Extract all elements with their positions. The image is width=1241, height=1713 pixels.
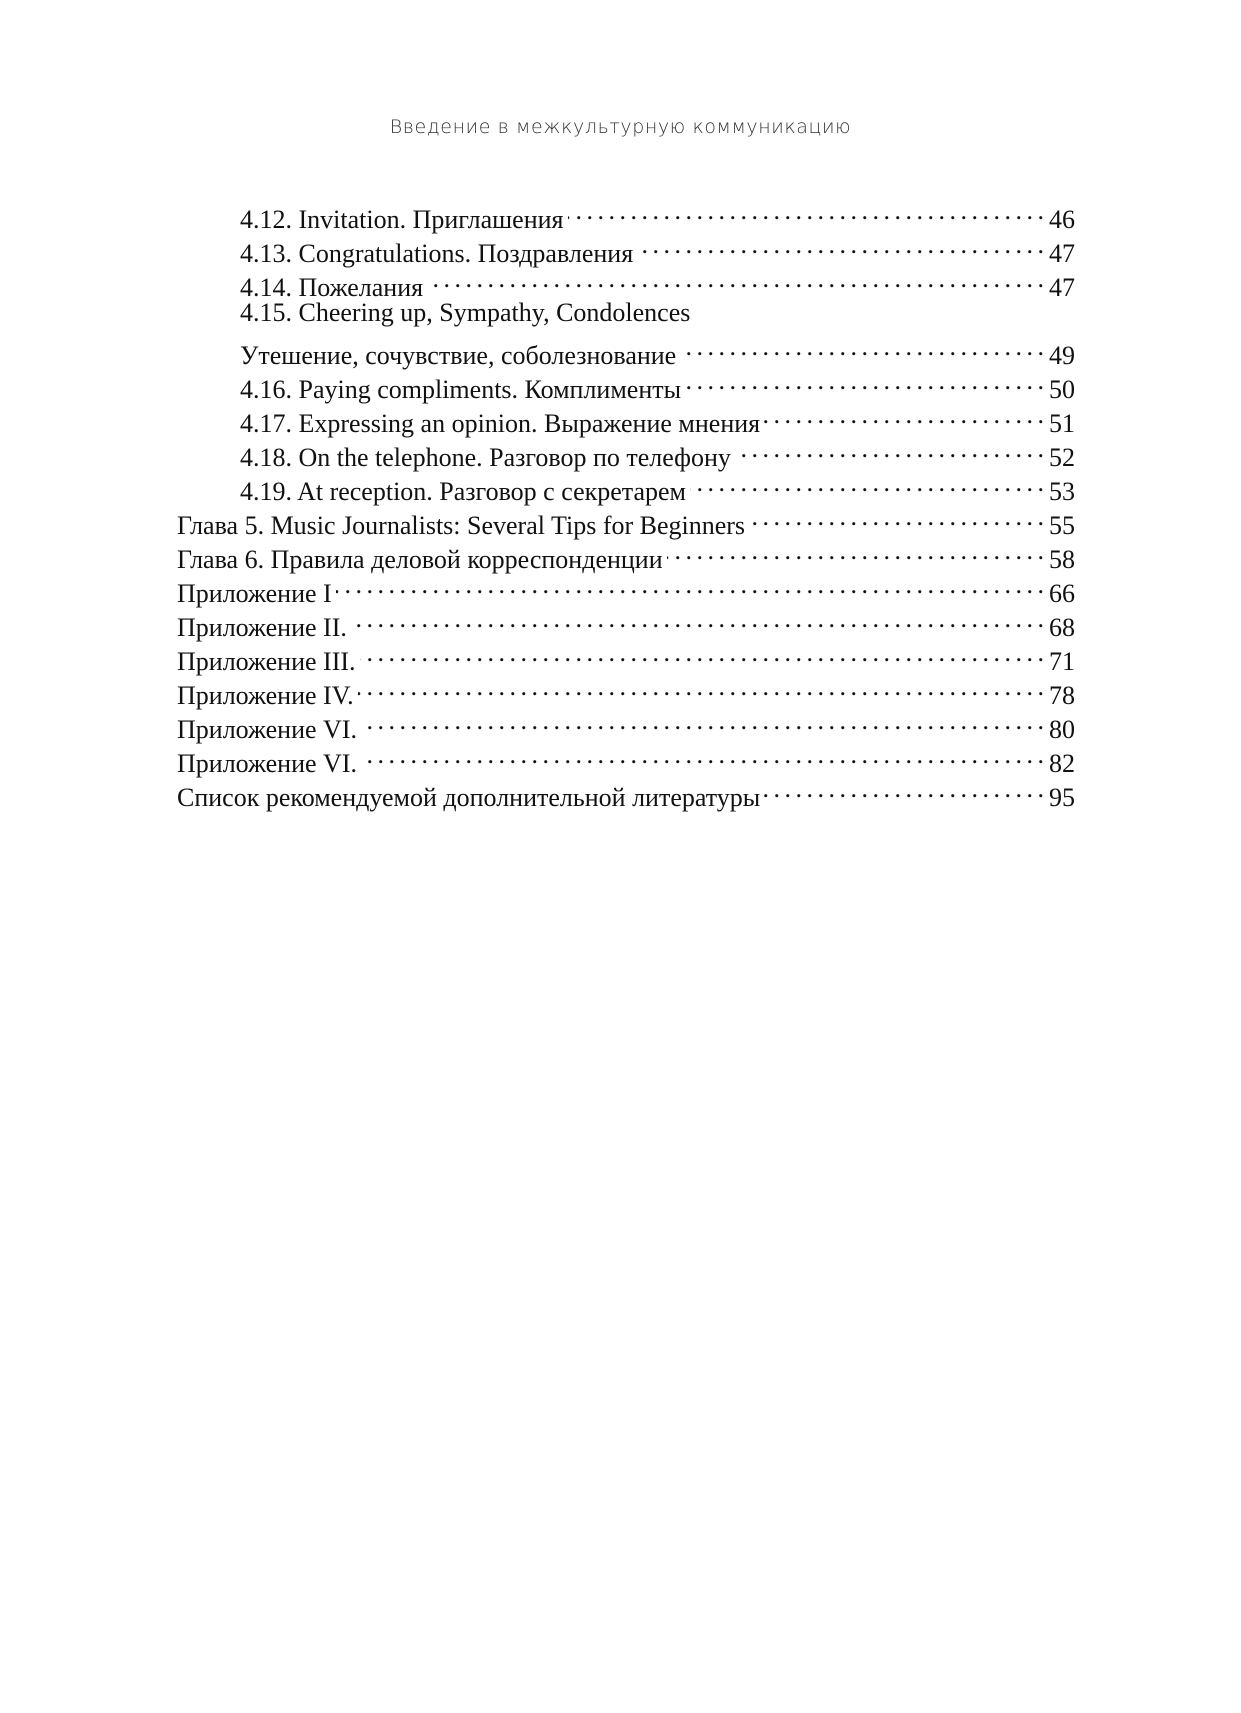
toc-entry-continuation	[177, 330, 1075, 370]
toc-entry-title: 4.19. At reception. Разговор с секретарем	[240, 477, 686, 506]
toc-entry-page: 68	[1049, 613, 1075, 642]
toc-entry-page: 46	[1049, 205, 1075, 234]
dot-leader	[358, 670, 1043, 704]
toc-entry-title: 4.18. On the telephone. Разговор по телефону	[240, 443, 731, 472]
toc-entry-page: 50	[1049, 375, 1075, 404]
toc-entry-title: 4.12. Invitation. Приглашения	[240, 205, 564, 234]
toc-entry-title: Глава 5. Music Journalists: Several Tips for Beginners	[177, 511, 746, 540]
toc-entry-title: Глава 6. Правила деловой корреспонденции	[177, 545, 663, 574]
toc-entry-page: 49	[1049, 341, 1075, 370]
toc-entry-title: 4.13. Congratulations. Поздравления	[240, 239, 634, 268]
toc-entry-page: 58	[1049, 545, 1075, 574]
toc-entry-title: Приложение IV.	[177, 681, 354, 710]
dot-leader	[685, 364, 1043, 398]
toc-entry-title: 4.15. Cheering up, Sympathy, Condolences	[240, 298, 691, 327]
dot-leader	[690, 466, 1043, 500]
toc-entry-first-line	[177, 296, 1075, 330]
table-of-contents	[177, 194, 1075, 812]
toc-entry-page: 95	[1049, 783, 1075, 812]
dot-leader	[637, 228, 1043, 262]
dot-leader	[361, 738, 1043, 772]
toc-entry-page: 52	[1049, 443, 1075, 472]
toc-entry-page: 80	[1049, 715, 1075, 744]
toc-entry-title: 4.17. Expressing an opinion. Выражение мнения	[240, 409, 761, 438]
toc-entry-title: 4.16. Paying compliments. Комплименты	[240, 375, 682, 404]
toc-entry-page: 53	[1049, 477, 1075, 506]
toc-entry-page: 55	[1049, 511, 1075, 540]
dot-leader	[735, 432, 1043, 466]
toc-entry-page: 47	[1049, 273, 1075, 302]
dot-leader	[764, 772, 1043, 806]
toc-entry-title: Утешение, сочувствие, соболезнование	[240, 341, 677, 370]
toc-entry	[177, 194, 1075, 234]
dot-leader	[336, 568, 1043, 602]
toc-entry-title: Приложение III.	[177, 647, 356, 676]
toc-entry-page: 47	[1049, 239, 1075, 268]
dot-leader	[667, 534, 1043, 568]
dot-leader	[351, 602, 1043, 636]
dot-leader	[749, 500, 1043, 534]
toc-entry-page: 71	[1049, 647, 1075, 676]
dot-leader	[427, 262, 1043, 296]
toc-entry-title: 4.14. Пожелания	[240, 273, 424, 302]
dot-leader	[360, 636, 1043, 670]
toc-entry-page: 51	[1049, 409, 1075, 438]
toc-entry-page: 66	[1049, 579, 1075, 608]
dot-leader	[568, 194, 1044, 228]
toc-entry-title: Приложение II.	[177, 613, 347, 642]
toc-entry-title: Приложение VI.	[177, 749, 357, 778]
toc-entry-page: 82	[1049, 749, 1075, 778]
dot-leader	[361, 704, 1043, 738]
dot-leader	[680, 330, 1043, 364]
toc-entry-title: Приложение VI.	[177, 715, 357, 744]
running-header: Введение в межкультурную коммуникацию	[389, 116, 852, 138]
toc-entry-title: Приложение I	[177, 579, 332, 608]
toc-entry-title: Список рекомендуемой дополнительной литературы	[177, 783, 761, 812]
dot-leader	[764, 398, 1043, 432]
toc-entry-page: 78	[1049, 681, 1075, 710]
